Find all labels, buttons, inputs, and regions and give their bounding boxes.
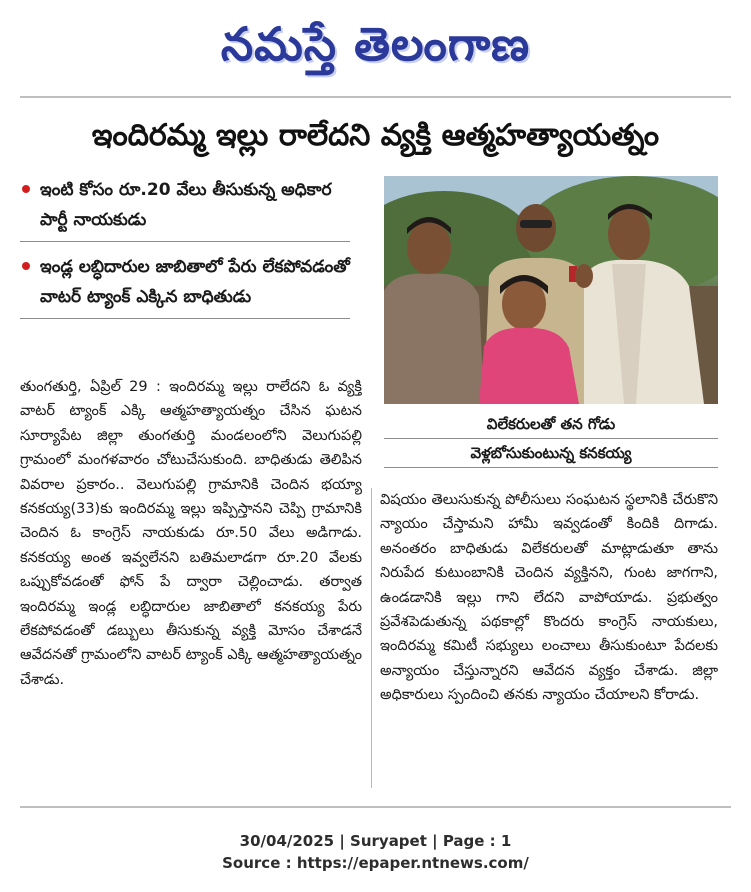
article-column-right [380, 488, 718, 788]
subheadline-bullet [20, 175, 350, 242]
subheadline-text: ఇంటి కోసం రూ.20 వేలు తీసుకున్న అధికార పార్టీ నాయకుడు [40, 180, 332, 230]
footer-source-link: Source : https://epaper.ntnews.com/ [222, 854, 529, 872]
footer-divider [20, 806, 731, 808]
bullet-dot-icon [22, 185, 30, 193]
footer-edition-info: 30/04/2025 | Suryapet | Page : 1 [239, 832, 512, 850]
article-paragraph: తుంగతుర్తి, ఏప్రిల్ 29 : ఇందిరమ్మ ఇల్లు రాలేదని ఓ వ్యక్తి వాటర్ ట్యాంక్ ఎక్కి ఆత్మహత్యాయత్నం చేసిన ఘటన సూర్యాపేట జిల్లా తుంగతుర్తి మండలంలోని వెలుగుపల్లి గ్రామంలో మంగళవారం చోటుచేసుకుంది. బాధితుడు తెలిపిన వివరాల ప్రకారం.. వెలుగుపల్లి గ్రామానికి చెందిన భయ్యా కనకయ్య(33)కు ఇందిరమ్మ ఇల్లు ఇప్పిస్తానని చెప్పి గ్రామానికి చెందిన ఓ కాంగ్రెస్ నాయకుడు రూ.50 వేలు అడిగాడు. కనకయ్య అంత ఇవ్వలేనని బతిమలాడగా రూ.20 వేలకు ఒప్పుకోవడంతో ఫోన్ పే ద్వారా చెల్లించాడు. తర్వాత ఇందిరమ్మ ఇండ్ల లబ్ధిదారుల జాబితాలో కనకయ్య పేరు లేకపోవడంతో డబ్బులు తీసుకున్న వ్యక్తి మోసం చేశాడనే ఆవేదనతో గ్రామంలోని వాటర్ ట్యాంక్ ఎక్కి ఆత్మహత్యాయత్నం చేశాడు. [20, 379, 362, 688]
subheadline-bullets [20, 175, 350, 329]
article-column-left [20, 375, 362, 795]
masthead-title: నమస్తే తెలంగాణ [220, 17, 531, 71]
article-paragraph: విషయం తెలుసుకున్న పోలీసులు సంఘటన స్థలానికి చేరుకొని న్యాయం చేస్తామని హామీ ఇవ్వడంతో కిందికి దిగాడు. అనంతరం బాధితుడు విలేకరులతో మాట్లాడుతూ తాను నిరుపేద కుటుంబానికి చెందిన వ్యక్తినని, గుంట జాగగాని, ఉండడానికి ఇల్లు గాని లేదని వాపోయాడు. ప్రభుత్వం ప్రవేశపెడుతున్న పథకాల్లో కొందరు కాంగ్రెస్ నాయకులు, ఇందిరమ్మ కమిటీ సభ్యులు లంచాలు తీసుకుంటూ పేదలకు అన్యాయం చేస్తున్నారని ఆవేదన వ్యక్తం చేశాడు. జిల్లా అధికారులు స్పందించి తనకు న్యాయం చేయాలని కోరాడు. [380, 492, 718, 704]
photo-caption-line: విలేకరులతో తన గోడు [384, 410, 718, 439]
news-photo-illustration [384, 176, 718, 404]
subheadline-bullet [20, 252, 350, 319]
photo-caption-line: వెళ్లబోసుకుంటున్న కనకయ్య [384, 439, 718, 468]
masthead-divider [20, 96, 731, 98]
subheadline-text: ఇండ్ల లబ్ధిదారుల జాబితాలో పేరు లేకపోవడంతో వాటర్ ట్యాంక్ ఎక్కిన బాధితుడు [40, 257, 350, 307]
article-headline: ఇందిరమ్మ ఇల్లు రాలేదని వ్యక్తి ఆత్మహత్యాయత్నం [91, 118, 660, 153]
column-divider [371, 488, 372, 788]
photo-caption [384, 410, 718, 468]
news-photo [384, 176, 718, 404]
bullet-dot-icon [22, 262, 30, 270]
